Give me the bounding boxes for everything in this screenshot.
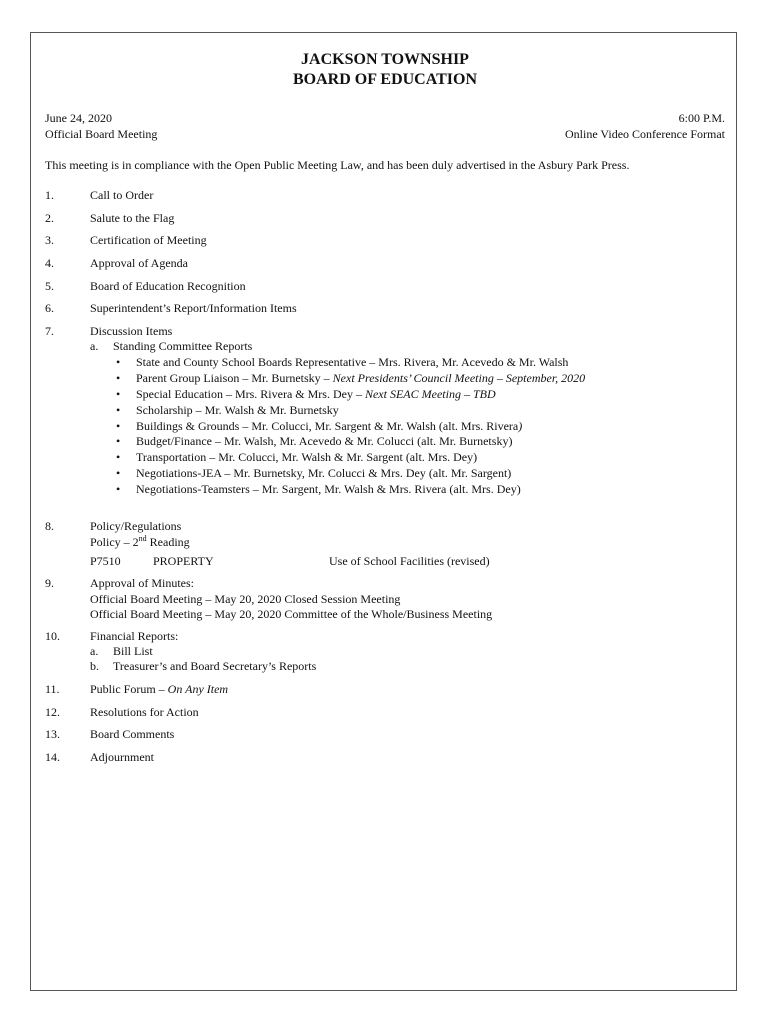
item-label: Salute to the Flag (90, 211, 175, 225)
meeting-type: Official Board Meeting (45, 127, 158, 141)
meeting-time: 6:00 P.M. (678, 111, 725, 125)
meeting-date: June 24, 2020 (45, 111, 112, 125)
title-line-2: BOARD OF EDUCATION (292, 71, 477, 88)
page-border (30, 32, 737, 991)
policy-reading-ordinal: nd (138, 534, 147, 543)
minutes-entry: Official Board Meeting – May 20, 2020 Closed Session Meeting (90, 592, 401, 606)
sub-item-letter: a. (90, 644, 99, 658)
item-label (90, 682, 228, 696)
bullet-icon: • (116, 403, 121, 417)
compliance-statement: This meeting is in compliance with the Open Public Meeting Law, and has been duly advertised in the Asbury Park Press. (45, 158, 630, 172)
committee-item-text: Scholarship – Mr. Walsh & Mr. Burnetsky (136, 403, 339, 417)
committee-item-note: ) (518, 419, 523, 433)
title-line-1: JACKSON TOWNSHIP (301, 51, 469, 68)
bullet-icon: • (116, 434, 121, 448)
item-label: Certification of Meeting (90, 233, 207, 247)
committee-item (136, 419, 522, 433)
item-number: 12. (45, 705, 60, 719)
item-label: Board of Education Recognition (90, 279, 246, 293)
item-label: Financial Reports: (90, 629, 179, 643)
item-number: 6. (45, 301, 54, 315)
committee-item (136, 434, 512, 448)
committee-item-text: State and County School Boards Representative – Mrs. Rivera, Mr. Acevedo & Mr. Walsh (136, 355, 569, 369)
item-number: 2. (45, 211, 54, 225)
policy-reading-suffix: Reading (146, 535, 190, 549)
committee-item-note: Next Presidents’ Council Meeting – September, 2020 (332, 371, 586, 385)
item-label: Superintendent’s Report/Information Items (90, 301, 297, 315)
committee-item (136, 371, 585, 385)
committee-item (136, 466, 511, 480)
committee-item-text: Parent Group Liaison – Mr. Burnetsky – (136, 371, 333, 385)
meeting-format: Online Video Conference Format (564, 127, 725, 141)
item-number: 3. (45, 233, 54, 247)
committee-item-text: Buildings & Grounds – Mr. Colucci, Mr. Sargent & Mr. Walsh (alt. Mrs. Rivera (136, 419, 519, 433)
item-label: Board Comments (90, 727, 175, 741)
item-number: 4. (45, 256, 54, 270)
item-label: Approval of Agenda (90, 256, 188, 270)
item-label-note: On Any Item (167, 682, 229, 696)
sub-item-label: Treasurer’s and Board Secretary’s Reports (113, 659, 317, 673)
item-number: 5. (45, 279, 54, 293)
item-label-text: Public Forum – (90, 682, 168, 696)
item-label: Approval of Minutes: (90, 576, 194, 590)
policy-code: P7510 (90, 554, 121, 568)
committee-item (136, 387, 496, 401)
policy-name: PROPERTY (153, 554, 214, 568)
policy-description: Use of School Facilities (revised) (329, 554, 490, 568)
bullet-icon: • (116, 355, 121, 369)
policy-reading-prefix: Policy – 2 (90, 535, 139, 549)
bullet-icon: • (116, 419, 121, 433)
bullet-icon: • (116, 482, 121, 496)
sub-item-label: Bill List (113, 644, 153, 658)
item-label: Policy/Regulations (90, 519, 182, 533)
policy-reading (90, 535, 190, 549)
sub-item-letter: a. (90, 339, 99, 353)
committee-item-text: Budget/Finance – Mr. Walsh, Mr. Acevedo & Mr. Colucci (alt. Mr. Burnetsky) (136, 434, 513, 448)
bullet-icon: • (116, 387, 121, 401)
committee-item-text: Special Education – Mrs. Rivera & Mrs. Dey – (136, 387, 365, 401)
committee-item-text: Negotiations-JEA – Mr. Burnetsky, Mr. Colucci & Mrs. Dey (alt. Mr. Sargent) (136, 466, 512, 480)
sub-item-letter: b. (90, 659, 99, 673)
item-number: 11. (45, 682, 60, 696)
minutes-entry: Official Board Meeting – May 20, 2020 Committee of the Whole/Business Meeting (90, 607, 493, 621)
committee-item-note: Next SEAC Meeting – TBD (364, 387, 496, 401)
bullet-icon: • (116, 466, 121, 480)
item-number: 8. (45, 519, 54, 533)
item-number: 7. (45, 324, 54, 338)
item-number: 10. (45, 629, 60, 643)
committee-item-text: Negotiations-Teamsters – Mr. Sargent, Mr. Walsh & Mrs. Rivera (alt. Mrs. Dey) (136, 482, 521, 496)
committee-item (136, 403, 339, 417)
bullet-icon: • (116, 371, 121, 385)
committee-item (136, 450, 477, 464)
bullet-icon: • (116, 450, 121, 464)
committee-item-text: Transportation – Mr. Colucci, Mr. Walsh & Mr. Sargent (alt. Mrs. Dey) (136, 450, 478, 464)
item-label: Resolutions for Action (90, 705, 199, 719)
item-number: 14. (45, 750, 60, 764)
item-number: 1. (45, 188, 54, 202)
item-number: 9. (45, 576, 54, 590)
item-label: Adjournment (90, 750, 154, 764)
sub-item-label: Standing Committee Reports (113, 339, 253, 353)
item-label: Discussion Items (90, 324, 173, 338)
committee-item (136, 355, 568, 369)
item-number: 13. (45, 727, 60, 741)
item-label: Call to Order (90, 188, 154, 202)
committee-item (136, 482, 521, 496)
